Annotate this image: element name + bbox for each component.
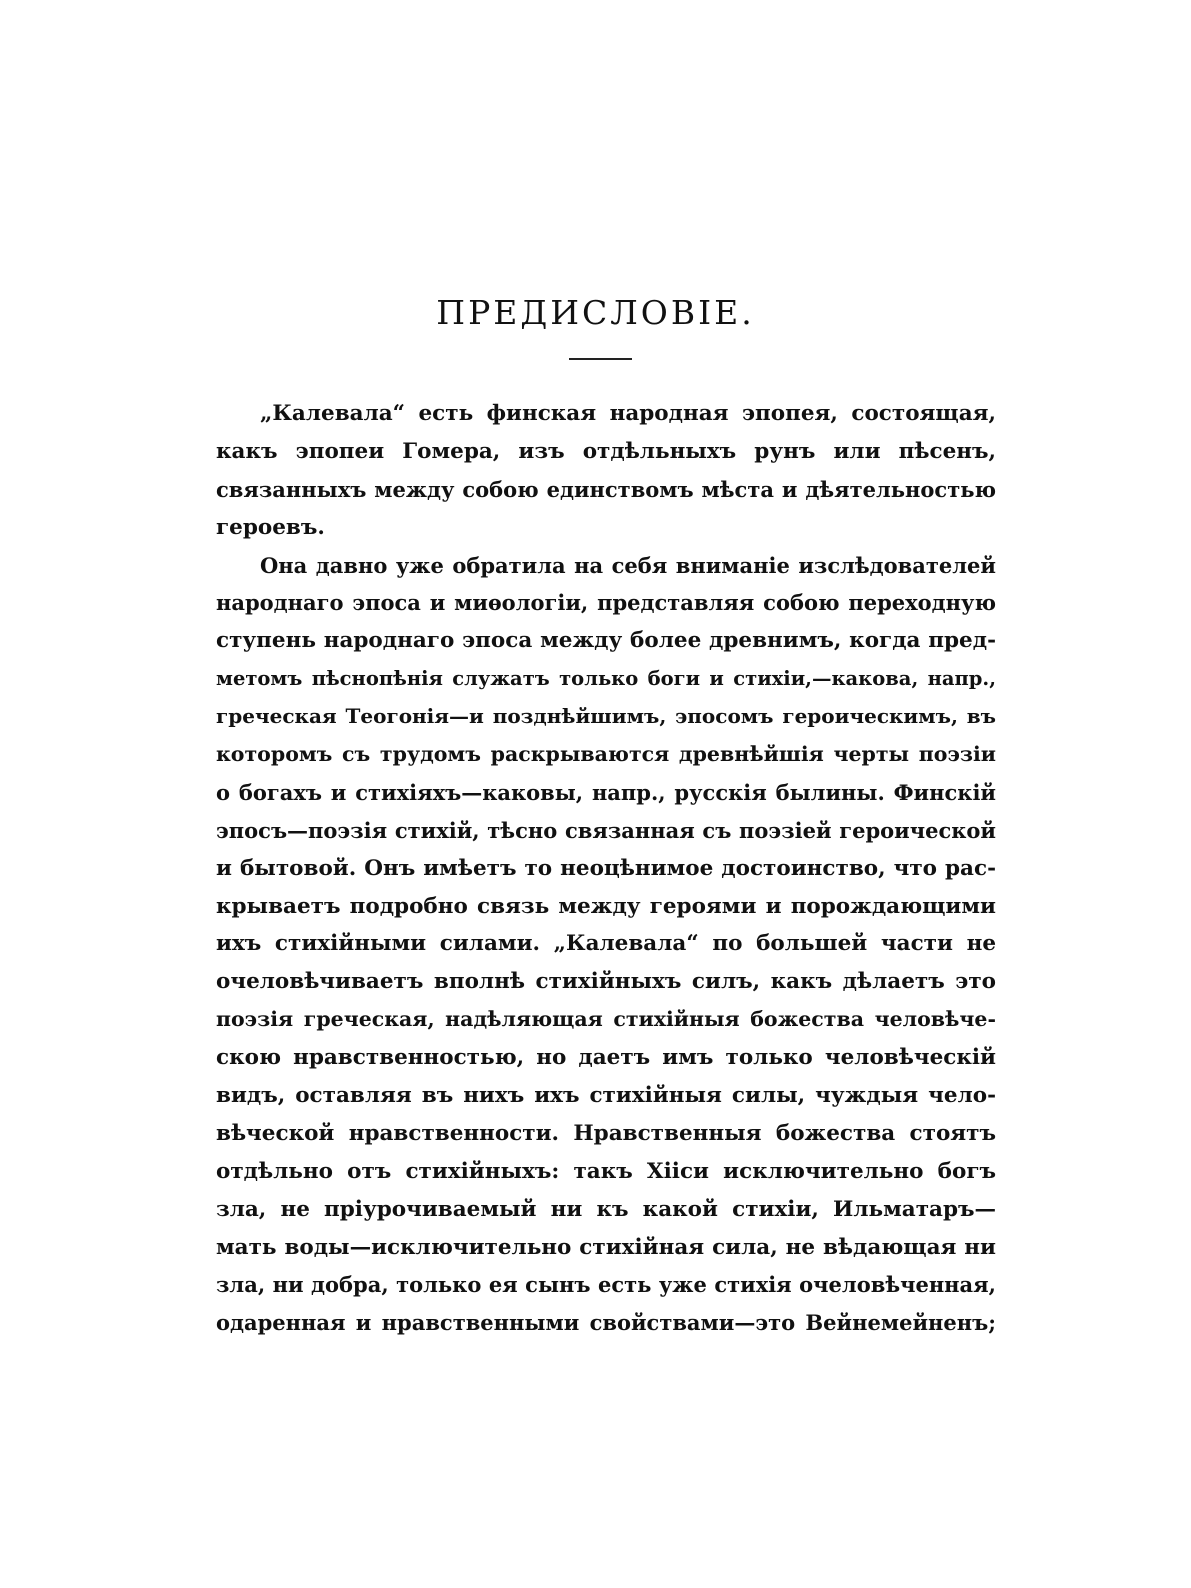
text-line: о богахъ и стихіяхъ—каковы, напр., русскія былины. Финскій <box>216 779 996 805</box>
text-line: какъ эпопеи Гомера, изъ отдѣльныхъ рунъ или пѣсенъ, <box>216 438 996 464</box>
page-title: ПРЕДИСЛОВІЕ. <box>436 293 755 332</box>
text-line: которомъ съ трудомъ раскрываются древнѣйшія черты поэзіи <box>216 742 996 767</box>
text-line: ихъ стихійными силами. „Калевала“ по большей части не <box>216 931 996 957</box>
text-line: видъ, оставляя въ нихъ ихъ стихійныя силы, чуждыя чело- <box>216 1083 996 1109</box>
text-line: очеловѣчиваетъ вполнѣ стихійныхъ силъ, какъ дѣлаетъ это <box>216 969 996 995</box>
text-line: одаренная и нравственными свойствами—это Вейнемейненъ; <box>216 1310 996 1336</box>
text-line: отдѣльно отъ стихійныхъ: такъ Хііси исключительно богъ <box>216 1158 996 1184</box>
text-line: народнаго эпоса и миѳологіи, представляя собою переходную <box>216 590 996 616</box>
body-text <box>216 395 996 1342</box>
text-line: метомъ пѣснопѣнія служатъ только боги и стихіи,—какова, напр., <box>216 667 996 691</box>
text-line: вѣческой нравственности. Нравственныя божества стоятъ <box>216 1120 996 1146</box>
text-line: Она давно уже обратила на себя вниманіе изслѣдователей <box>260 552 996 578</box>
text-line: и бытовой. Онъ имѣетъ то неоцѣнимое достоинство, что рас- <box>216 855 996 881</box>
text-line: мать воды—исключительно стихійная сила, не вѣдающая ни <box>216 1234 996 1260</box>
text-line: героевъ. <box>216 514 325 540</box>
text-line: эпосъ—поэзія стихій, тѣсно связанная съ поэзіей героической <box>216 817 996 843</box>
text-line: зла, не пріурочиваемый ни къ какой стихіи, Ильматаръ— <box>216 1196 996 1222</box>
title-divider <box>569 358 632 360</box>
text-line: зла, ни добра, только ея сынъ есть уже стихія очеловѣченная, <box>216 1272 996 1298</box>
text-line: крываетъ подробно связь между героями и порождающими <box>216 893 996 919</box>
text-line: ступень народнаго эпоса между более древнимъ, когда пред- <box>216 628 996 654</box>
text-line: связанныхъ между собою единствомъ мѣста и дѣятельностью <box>216 476 996 502</box>
text-line: поэзія греческая, надѣляющая стихійныя божества человѣче- <box>216 1007 996 1032</box>
text-line: скою нравственностью, но даетъ имъ только человѣческій <box>216 1045 996 1071</box>
text-line: греческая Теогонія—и позднѣйшимъ, эпосомъ героическимъ, въ <box>216 704 996 729</box>
text-line: „Калевала“ есть финская народная эпопея, состоящая, <box>260 401 996 426</box>
